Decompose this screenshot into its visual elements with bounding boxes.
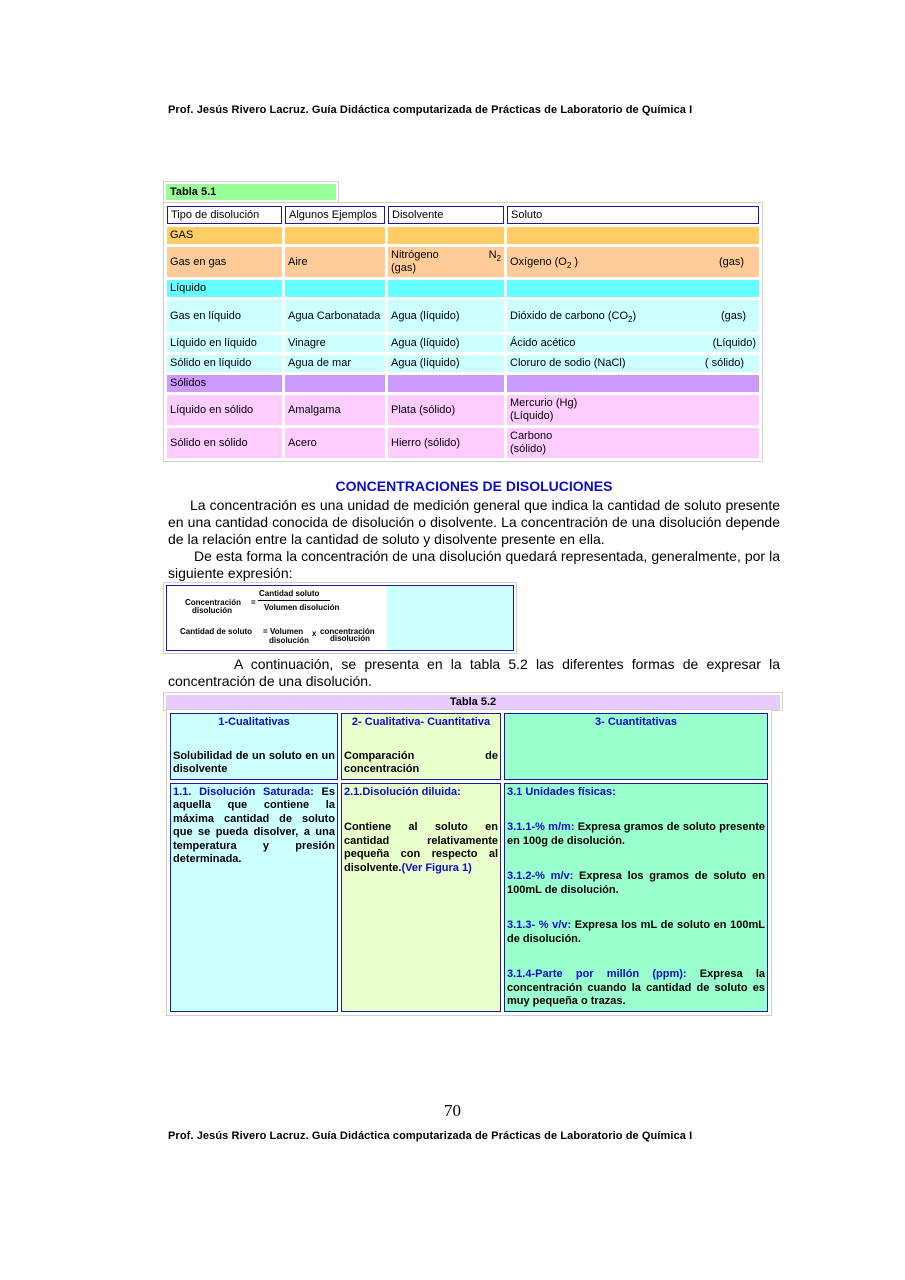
cell-ejemplo: Agua de mar [285, 355, 385, 372]
cell-soluto: Cloruro de sodio (NaCl) ( sólido) [507, 355, 759, 372]
table52-caption-text: Tabla 5.2 [166, 695, 780, 710]
cell-tipo: Gas en líquido [167, 300, 282, 332]
table-row [167, 355, 759, 372]
table51-section-row [167, 375, 759, 392]
cell-soluto: Mercurio (Hg) (Líquido) [507, 395, 759, 425]
cell-tipo: Sólido en líquido [167, 355, 282, 372]
cell-disolvente: Hierro (sólido) [388, 428, 504, 458]
formula-text: Concentración [185, 598, 242, 607]
cell-tipo: Líquido en sólido [167, 395, 282, 425]
table51-caption-text: Tabla 5.1 [166, 184, 336, 200]
cell-disolvente: Agua (líquido) [388, 335, 504, 352]
cell-tipo: Gas en gas [167, 247, 282, 277]
page-header: Prof. Jesús Rivero Lacruz. Guía Didáctica computarizada de Prácticas de Laboratorio de Química I [168, 104, 693, 116]
cell-ejemplo: Aire [285, 247, 385, 277]
table52-col1-head: 1-Cualitativas Solubilidad de un soluto en un disolvente [170, 713, 338, 780]
cell-disolvente: Nitrógeno $N_2$ (gas) [388, 247, 504, 277]
paragraph-3: A continuación, se presenta en la tabla 5.2 las diferentes formas de expresar la concentración de una disolución. [168, 656, 780, 689]
formula-box [163, 582, 517, 654]
table52-col2-head: 2- Cualitativa- Cuantitativa Comparación de concentración [341, 713, 501, 780]
table52-body-row [170, 783, 768, 1012]
section-label: Líquido [167, 280, 282, 297]
cell-disolvente: Agua (líquido) [388, 355, 504, 372]
table52-col3-body: 3.1 Unidades físicas: 3.1.1-% m/m: Expresa gramos de soluto presente en 100g de disolución. 3.1.2-% m/v: Expresa los gramos de soluto en 100mL de disolución. 3.1.3- % v/v: Expresa los mL de soluto en 100mL de disolución. 3.1.4-Parte por millón (ppm): Expresa la concentración cuando la cantidad de soluto es muy pequeña o trazas. [504, 783, 768, 1012]
cell-ejemplo: Amalgama [285, 395, 385, 425]
cell-ejemplo: Acero [285, 428, 385, 458]
table52-col1-body: 1.1. Disolución Saturada: Es aquella que contiene la máxima cantidad de soluto que se pueda disolver, a una temperatura y presión determinada. [170, 783, 338, 1012]
table51 [163, 202, 763, 462]
page-number: 70 [444, 1101, 461, 1120]
formula-text: disolución [192, 606, 232, 615]
cell-tipo: Sólido en sólido [167, 428, 282, 458]
cell-disolvente: Agua (líquido) [388, 300, 504, 332]
section-label: GAS [167, 227, 282, 244]
table-row [167, 335, 759, 352]
formula-text: concentración [320, 627, 375, 636]
formula-text: = [263, 627, 268, 636]
formula-text: Cantidad soluto [259, 589, 320, 598]
table-row [167, 428, 759, 458]
cell-tipo: Líquido en líquido [167, 335, 282, 352]
table51-header-cell: Soluto [507, 206, 759, 224]
table-row [167, 395, 759, 425]
cell-soluto: Ácido acético (Líquido) [507, 335, 759, 352]
cell-ejemplo: Agua Carbonatada [285, 300, 385, 332]
table51-header-cell: Algunos Ejemplos [285, 206, 385, 224]
formula-text: = [251, 598, 256, 607]
formula-text: Volumen [270, 627, 304, 636]
table51-header-row [167, 206, 759, 224]
formula-text: Volumen disolución [264, 603, 340, 612]
cell-ejemplo: Vinagre [285, 335, 385, 352]
page-footer: Prof. Jesús Rivero Lacruz. Guía Didáctica computarizada de Prácticas de Laboratorio de Química I [168, 1130, 693, 1142]
table51-header-cell: Tipo de disolución [167, 206, 282, 224]
formula-text: disolución [330, 634, 370, 643]
formula-text: Cantidad de soluto [180, 627, 252, 636]
section-label: Sólidos [167, 375, 282, 392]
table-row [167, 300, 759, 332]
table52-header-row [170, 713, 768, 780]
paragraph-1: La concentración es una unidad de medición general que indica la cantidad de soluto presente en una cantidad conocida de disolución o disolvente. La concentración de una disolución depende de la relación entre la cantidad de soluto y disolvente presente en ella. [168, 497, 780, 547]
cell-soluto: Dióxido de carbono $(CO_2)$ (gas) [507, 300, 759, 332]
table-row [167, 247, 759, 277]
table52-col3-head: 3- Cuantitativas [504, 713, 768, 780]
table51-section-row [167, 280, 759, 297]
formula-text: disolución [269, 636, 309, 645]
table51-header-cell: Disolvente [388, 206, 504, 224]
table51-section-row [167, 227, 759, 244]
cell-soluto: Carbono (sólido) [507, 428, 759, 458]
cell-soluto: Oxígeno ($O_2$ ) (gas) [507, 247, 759, 277]
section-title: CONCENTRACIONES DE DISOLUCIONES [335, 478, 613, 494]
table52 [166, 709, 772, 1016]
cell-disolvente: Plata (sólido) [388, 395, 504, 425]
table51-caption [163, 181, 339, 203]
paragraph-2: De esta forma la concentración de una disolución quedará representada, generalmente, por la siguiente expresión: [168, 548, 780, 581]
formula-text: x [312, 629, 317, 638]
table52-col2-body: 2.1.Disolución diluida: Contiene al soluto en cantidad relativamente pequeña con respecto al disolvente.(Ver Figura 1) [341, 783, 501, 1012]
